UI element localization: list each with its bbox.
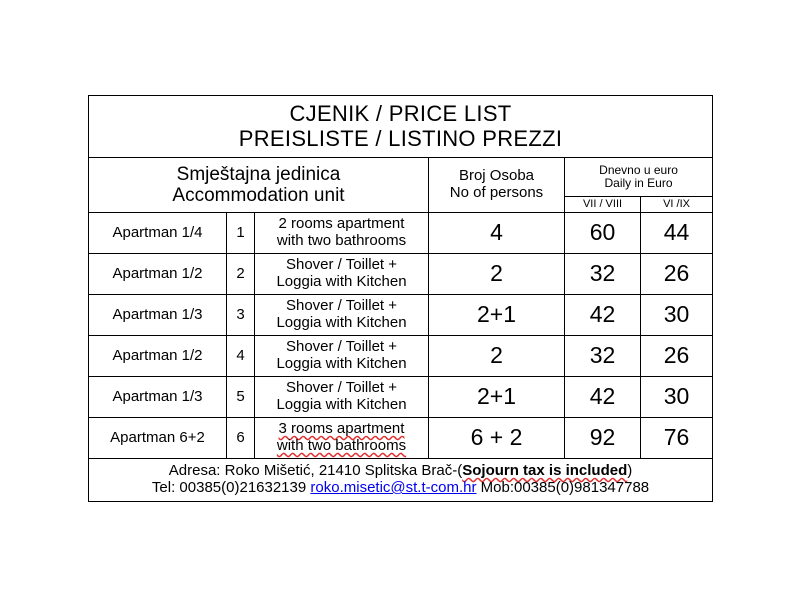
- unit-description: [255, 213, 429, 254]
- table-row: [89, 295, 713, 336]
- table-row: [89, 418, 713, 459]
- price-low-season: 44: [641, 213, 713, 254]
- header-season-low: VI /IX: [641, 197, 713, 213]
- price-low-season: 30: [641, 377, 713, 418]
- unit-description-line-1: Shover / Toillet +: [285, 379, 398, 397]
- price-high-season: 32: [565, 254, 641, 295]
- unit-persons: 2+1: [429, 377, 565, 418]
- unit-description-line-2: with two bathrooms: [276, 232, 407, 249]
- unit-description-line-2: Loggia with Kitchen: [276, 396, 407, 413]
- unit-persons: 6 + 2: [429, 418, 565, 459]
- price-high-season: 42: [565, 295, 641, 336]
- unit-number: 5: [227, 377, 255, 418]
- title-row: [89, 96, 713, 158]
- header-daily: [565, 158, 713, 197]
- table-title: [89, 96, 713, 158]
- unit-name: Apartman 1/3: [89, 377, 227, 418]
- footer-tel: Tel: 00385(0)21632139: [151, 479, 311, 496]
- footer-address: Adresa: Roko Mišetić, 21410 Splitska Brač-(: [168, 462, 463, 480]
- unit-description-line-1: Shover / Toillet +: [285, 338, 398, 356]
- price-high-season: 92: [565, 418, 641, 459]
- unit-description: [255, 418, 429, 459]
- footer-email-link[interactable]: roko.misetic@st.t-com.hr: [310, 479, 477, 496]
- unit-name: Apartman 1/4: [89, 213, 227, 254]
- header-daily-line-1: Dnevno u euro: [599, 162, 678, 177]
- footer-address-line: [89, 463, 712, 480]
- footer-row: [89, 459, 713, 502]
- header-persons-line-1: Broj Osoba: [458, 167, 535, 185]
- header-unit: [89, 158, 429, 213]
- header-persons: [429, 158, 565, 213]
- unit-description-line-2: Loggia with Kitchen: [276, 273, 407, 290]
- table-row: [89, 377, 713, 418]
- title-line-2: PREISLISTE / LISTINO PREZZI: [238, 125, 563, 151]
- unit-persons: 4: [429, 213, 565, 254]
- price-low-season: 30: [641, 295, 713, 336]
- price-low-season: 26: [641, 336, 713, 377]
- footer-address-close: ): [627, 462, 633, 480]
- table-row: [89, 336, 713, 377]
- footer-tax-note: Sojourn tax is included: [462, 462, 628, 480]
- unit-number: 2: [227, 254, 255, 295]
- price-low-season: 26: [641, 254, 713, 295]
- unit-name: Apartman 1/2: [89, 254, 227, 295]
- header-persons-line-2: No of persons: [449, 184, 544, 201]
- unit-name: Apartman 1/3: [89, 295, 227, 336]
- unit-number: 6: [227, 418, 255, 459]
- unit-number: 3: [227, 295, 255, 336]
- unit-description-line-1: Shover / Toillet +: [285, 297, 398, 315]
- unit-description-line-1: 3 rooms apartment: [278, 420, 405, 438]
- header-unit-line-1: Smještajna jedinica: [176, 163, 341, 185]
- unit-number: 4: [227, 336, 255, 377]
- unit-persons: 2: [429, 254, 565, 295]
- unit-persons: 2: [429, 336, 565, 377]
- unit-persons: 2+1: [429, 295, 565, 336]
- footer-mob: Mob:00385(0)981347788: [476, 479, 650, 496]
- title-line-1: CJENIK / PRICE LIST: [289, 100, 512, 126]
- table-row: [89, 254, 713, 295]
- header-season-high: VII / VIII: [565, 197, 641, 213]
- price-high-season: 42: [565, 377, 641, 418]
- header-row: [89, 158, 713, 197]
- unit-description: [255, 254, 429, 295]
- footer-contact-line: [89, 480, 712, 497]
- unit-name: Apartman 6+2: [89, 418, 227, 459]
- unit-description: [255, 336, 429, 377]
- header-unit-line-2: Accommodation unit: [172, 185, 345, 206]
- price-table: [88, 95, 713, 502]
- unit-description-line-2: Loggia with Kitchen: [276, 355, 407, 372]
- price-high-season: 32: [565, 336, 641, 377]
- price-low-season: 76: [641, 418, 713, 459]
- table-row: [89, 213, 713, 254]
- price-high-season: 60: [565, 213, 641, 254]
- unit-description-line-2: with two bathrooms: [276, 437, 407, 454]
- price-list-sheet: [88, 95, 712, 502]
- header-daily-line-2: Daily in Euro: [604, 176, 673, 190]
- unit-description-line-1: 2 rooms apartment: [278, 215, 405, 233]
- unit-description-line-2: Loggia with Kitchen: [276, 314, 407, 331]
- unit-description-line-1: Shover / Toillet +: [285, 256, 398, 274]
- unit-description: [255, 377, 429, 418]
- footer-contact: [89, 459, 713, 502]
- unit-name: Apartman 1/2: [89, 336, 227, 377]
- unit-number: 1: [227, 213, 255, 254]
- unit-description: [255, 295, 429, 336]
